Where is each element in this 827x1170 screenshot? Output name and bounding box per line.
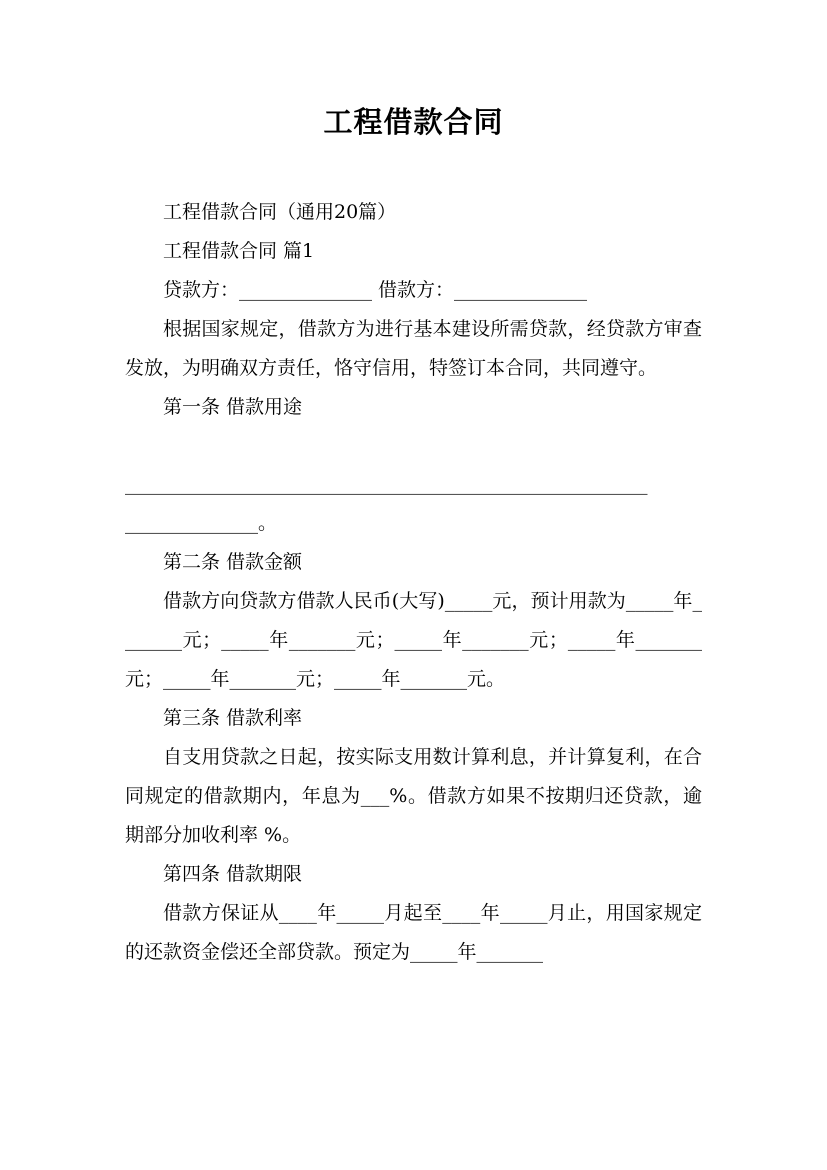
article-paragraph: 借款方保证从____年_____月起至____年_____月止，用国家规定的还款资金偿还全部贷款。预定为_____年_______ [125,902,702,963]
document-body [125,193,702,972]
article-heading: 第一条 借款用途 [163,396,303,418]
article-paragraph: 借款方向贷款方借款人民币(大写)_____元，预计用款为_____年_______元；_____年_______元；_____年_______元；_____年_______元；_____年_______元；_____年_______元。 [125,590,702,690]
document-title: 工程借款合同 [323,105,504,139]
blank-fill-line: _______________________________________________________ [125,473,648,495]
blank-fill-line: ______________。 [125,512,278,534]
section-heading: 工程借款合同 篇1 [163,240,315,262]
article-paragraph: 自支用贷款之日起，按实际支用数计算利息，并计算复利，在合同规定的借款期内，年息为___%。借款方如果不按期归还贷款，逾期部分加收利率 %。 [125,746,702,846]
parties-line: 贷款方：______________ 借款方：______________ [163,279,588,301]
subtitle-paragraph: 工程借款合同（通用20篇） [163,201,397,223]
article-heading: 第三条 借款利率 [163,707,303,729]
spacer [125,427,702,465]
article-heading: 第四条 借款期限 [163,863,303,885]
article-heading: 第二条 借款金额 [163,551,303,573]
preamble-paragraph: 根据国家规定，借款方为进行基本建设所需贷款，经贷款方审查发放，为明确双方责任，恪守信用，特签订本合同，共同遵守。 [125,318,702,379]
